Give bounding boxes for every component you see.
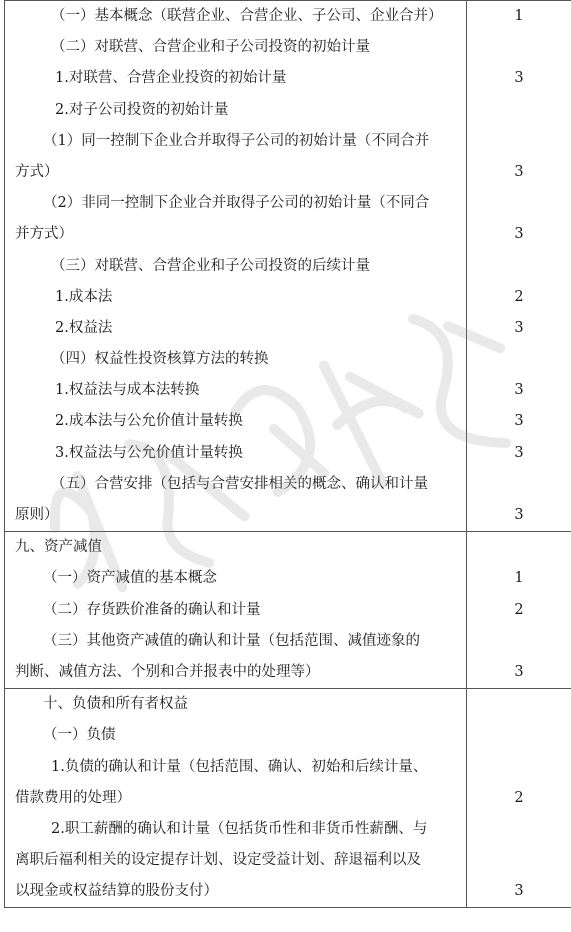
level-number bbox=[467, 720, 571, 751]
level-number bbox=[467, 689, 571, 720]
topic-line: 十、负债和所有者权益 bbox=[43, 696, 188, 713]
topic-line: 1.负债的确认和计量（包括范围、确认、初始和后续计量、 bbox=[51, 758, 428, 775]
level-number bbox=[467, 188, 571, 219]
topic-line: 1.成本法 bbox=[55, 288, 113, 305]
topic-line: 判断、减值方法、个别和合并报表中的处理等） bbox=[15, 663, 320, 680]
topic-line: 离职后福利相关的设定提存计划、设定受益计划、辞退福利以及 bbox=[15, 852, 421, 869]
level-cell bbox=[467, 532, 571, 689]
level-number: 3 bbox=[514, 413, 524, 430]
topic-line: 以现金或权益结算的股份支付） bbox=[15, 883, 218, 900]
level-number bbox=[467, 251, 571, 282]
topic-line: （一）负债 bbox=[43, 727, 116, 744]
level-number bbox=[467, 344, 571, 375]
topic-line: 1.权益法与成本法转换 bbox=[55, 382, 200, 399]
level-cell bbox=[467, 689, 571, 908]
level-number: 3 bbox=[514, 663, 524, 680]
level-number bbox=[467, 32, 571, 63]
level-number bbox=[467, 95, 571, 126]
topic-line: （三）其他资产减值的确认和计量（包括范围、减值迹象的 bbox=[43, 632, 420, 649]
topic-line: 原则） bbox=[15, 507, 59, 523]
topic-line: 方式） bbox=[15, 163, 59, 180]
level-number bbox=[467, 845, 571, 876]
topic-line: （一）资产减值的基本概念 bbox=[43, 570, 217, 587]
topic-cell bbox=[5, 532, 467, 689]
level-number: 3 bbox=[514, 382, 524, 399]
level-number: 2 bbox=[514, 789, 524, 806]
level-number: 3 bbox=[514, 319, 524, 336]
topic-line: 2.职工薪酬的确认和计量（包括货币性和非货币性薪酬、与 bbox=[51, 820, 428, 837]
level-number bbox=[467, 752, 571, 783]
topic-cell bbox=[5, 1, 467, 532]
level-cell bbox=[467, 1, 571, 532]
topic-line: 2.对子公司投资的初始计量 bbox=[55, 101, 229, 118]
level-number bbox=[467, 126, 571, 157]
level-number: 2 bbox=[514, 288, 524, 305]
section-row bbox=[5, 689, 571, 908]
level-number bbox=[467, 626, 571, 657]
topic-line: 借款费用的处理） bbox=[15, 789, 131, 806]
level-number: 1 bbox=[514, 570, 524, 587]
level-number: 3 bbox=[514, 163, 524, 180]
topic-line: （1）同一控制下企业合并取得子公司的初始计量（不同合并 bbox=[43, 132, 430, 149]
topic-line: 1.对联营、合营企业投资的初始计量 bbox=[55, 70, 287, 87]
topic-line: 3.权益法与公允价值计量转换 bbox=[55, 444, 243, 461]
section-row bbox=[5, 532, 571, 689]
topic-line: 并方式） bbox=[15, 226, 73, 243]
level-number: 3 bbox=[514, 70, 524, 87]
level-number: 3 bbox=[514, 883, 524, 900]
level-number: 1 bbox=[514, 8, 524, 24]
topic-line: （二）存货跌价准备的确认和计量 bbox=[43, 601, 261, 618]
topic-line: 2.成本法与公允价值计量转换 bbox=[55, 413, 243, 430]
level-number bbox=[467, 814, 571, 845]
level-number: 3 bbox=[514, 226, 524, 243]
level-number: 2 bbox=[514, 601, 524, 618]
section-row bbox=[5, 1, 571, 532]
topic-line: （一）基本概念（联营企业、合营企业、子公司、企业合并） bbox=[51, 8, 443, 24]
topic-line: （三）对联营、合营企业和子公司投资的后续计量 bbox=[51, 257, 370, 274]
level-number bbox=[467, 532, 571, 563]
topic-line: 2.权益法 bbox=[55, 319, 113, 336]
topic-line: （2）非同一控制下企业合并取得子公司的初始计量（不同合 bbox=[43, 195, 430, 212]
level-number: 3 bbox=[514, 507, 524, 523]
level-number bbox=[467, 469, 571, 500]
level-number: 3 bbox=[514, 444, 524, 461]
topic-line: （五）合营安排（包括与合营安排相关的概念、确认和计量 bbox=[51, 475, 428, 492]
topic-line: （四）权益性投资核算方法的转换 bbox=[51, 351, 269, 368]
syllabus-table bbox=[4, 0, 571, 908]
topic-line: （二）对联营、合营企业和子公司投资的初始计量 bbox=[51, 39, 370, 56]
topic-line: 九、资产减值 bbox=[15, 539, 102, 556]
topic-cell bbox=[5, 689, 467, 908]
